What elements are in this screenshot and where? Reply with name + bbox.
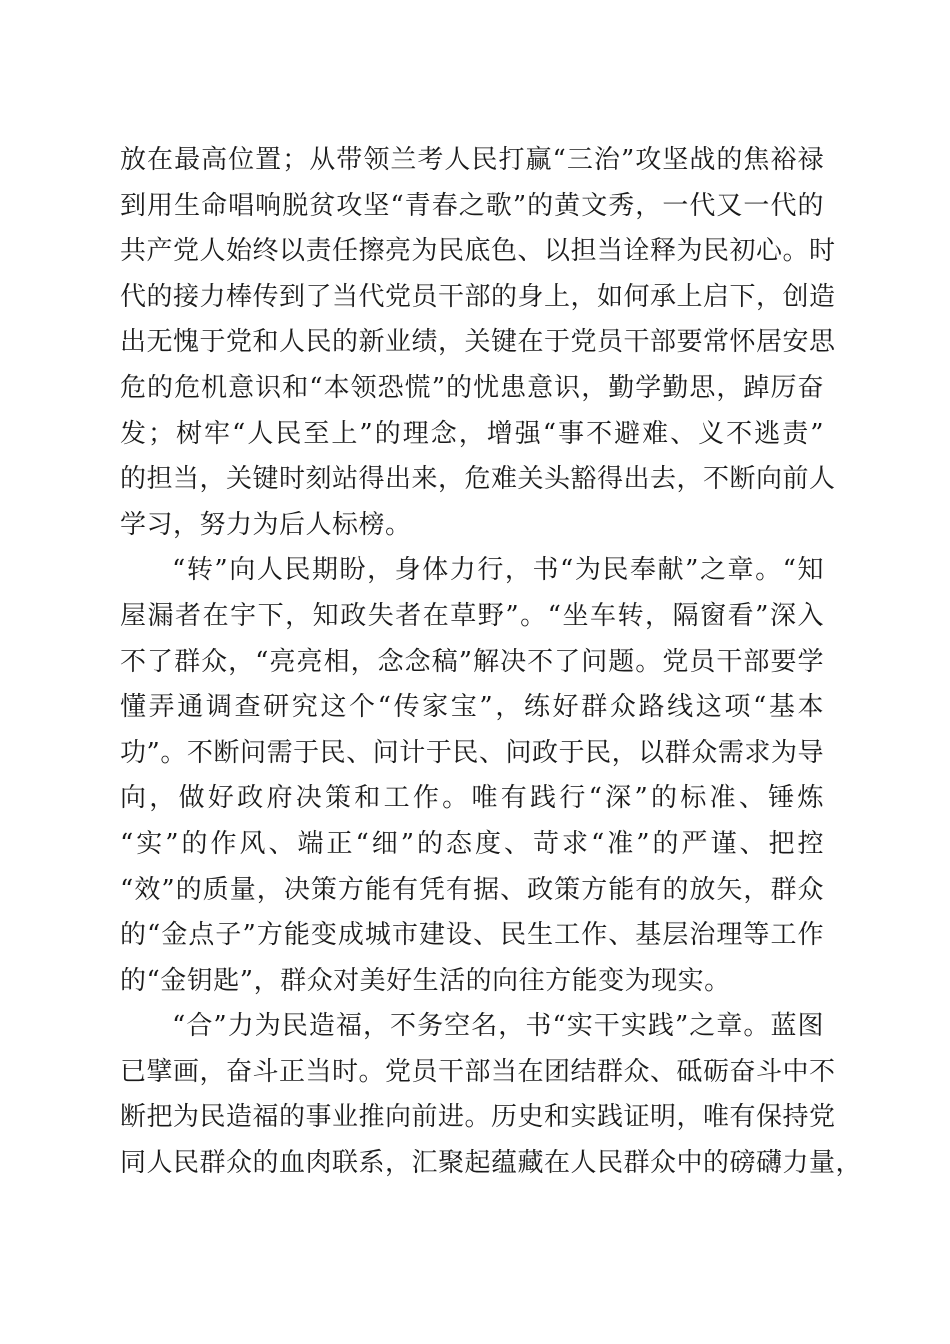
text-line: 的“金钥匙”，群众对美好生活的向往方能变为现实。 [120, 965, 731, 996]
text-line: 学习，努力为后人标榜。 [120, 509, 412, 540]
text-line: “效”的质量，决策方能有凭有据、政策方能有的放矢，群众 [120, 874, 824, 905]
text-line: 放在最高位置；从带领兰考人民打赢“三治”攻坚战的焦裕禄 [120, 145, 824, 175]
paragraph-2 [120, 548, 824, 1004]
text-line: 代的接力棒传到了当代党员干部的身上，如何承上启下，创造 [120, 281, 836, 312]
text-line: 同人民群众的血肉联系，汇聚起蕴藏在人民群众中的磅礴力量， [120, 1148, 863, 1179]
text-line: 功”。不断问需于民、问计于民、问政于民，以群众需求为导 [120, 737, 824, 768]
text-line: 危的危机意识和“本领恐慌”的忧患意识，勤学勤思，踔厉奋 [120, 372, 824, 403]
paragraph-1 [120, 138, 836, 548]
text-line: “实”的作风、端正“细”的态度、苛求“准”的严谨、把控 [120, 828, 824, 859]
text-line: “转”向人民期盼，身体力行，书“为民奉献”之章。“知 [172, 555, 824, 586]
text-line: 已擘画，奋斗正当时。党员干部当在团结群众、砥砺奋斗中不 [120, 1056, 836, 1087]
body-text [120, 138, 863, 1187]
text-line: 出无愧于党和人民的新业绩，关键在于党员干部要常怀居安思 [120, 327, 836, 358]
text-line: 到用生命唱响脱贫攻坚“青春之歌”的黄文秀，一代又一代的 [120, 190, 824, 221]
text-line: 向，做好政府决策和工作。唯有践行“深”的标准、锤炼 [120, 783, 824, 814]
text-line: 断把为民造福的事业推向前进。历史和实践证明，唯有保持党 [120, 1102, 836, 1133]
paragraph-3 [120, 1004, 863, 1186]
text-line: 的“金点子”方能变成城市建设、民生工作、基层治理等工作 [120, 920, 824, 951]
text-line: 共产党人始终以责任擦亮为民底色、以担当诠释为民初心。时 [120, 236, 836, 267]
text-line: 屋漏者在宇下，知政失者在草野”。“坐车转，隔窗看”深入 [120, 600, 824, 631]
text-line: 的担当，关键时刻站得出来，危难关头豁得出去，不断向前人 [120, 464, 836, 495]
text-line: 不了群众，“亮亮相，念念稿”解决不了问题。党员干部要学 [120, 646, 824, 677]
text-line: 懂弄通调查研究这个“传家宝”，练好群众路线这项“基本 [120, 692, 824, 723]
text-line: “合”力为民造福，不务空名，书“实干实践”之章。蓝图 [172, 1011, 824, 1042]
text-line: 发；树牢“人民至上”的理念，增强“事不避难、义不逃责” [120, 418, 824, 449]
